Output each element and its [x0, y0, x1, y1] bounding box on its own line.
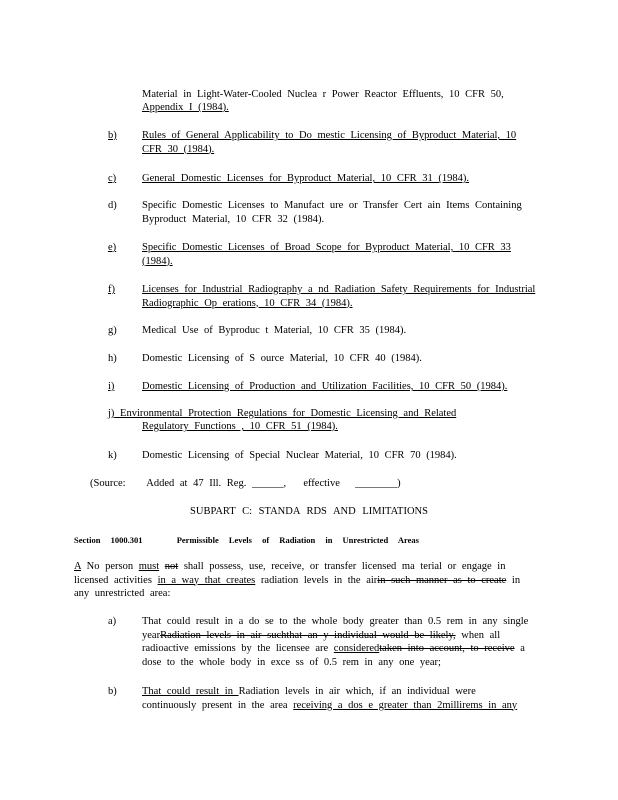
list-item-label: d) [108, 200, 117, 211]
list-item-text: Domestic Licensing of Special Nuclear Material, 10 CFR 70 (1984). [142, 450, 457, 461]
source-blank-2: ________ [355, 478, 398, 489]
intro-strike-manner: in such manner as to create [377, 574, 507, 586]
intro-insert-way: in a way that creates [157, 574, 256, 586]
list-item-text-line-2: Regulatory Functions , 10 CFR 51 (1984). [142, 421, 338, 432]
sub-a-text-1: That could result in a do se to the whole body greater than 0.5 rem in any single year [142, 616, 529, 641]
source-comma: , [283, 478, 287, 489]
sub-a-strike-1: Radiation levels in air suchthat an y individual would be likely, [160, 629, 456, 641]
list-item-label: b) [108, 130, 117, 141]
sub-a-text-3: a dose to the whole body in exce ss of 0.5 rem in any one year; [142, 643, 525, 668]
source-register: Added at 47 Ill. Reg. [146, 478, 247, 489]
list-item-text: Domestic Licensing of S ource Material, 10 CFR 40 (1984). [142, 353, 422, 364]
list-item-text-line-1: Environmental Protection Regulations for Domestic Licensing and Related [120, 408, 457, 419]
intro-text-4: in any unrestricted area: [74, 574, 521, 599]
list-item-label: g) [108, 325, 117, 336]
list-item-text: Specific Domestic Licenses of Broad Scope for Byproduct Material, 10 CFR 33 (1984). [142, 242, 511, 267]
source-close: ) [397, 478, 401, 489]
list-item-label: c) [108, 173, 117, 184]
intro-insert-must: must [138, 561, 160, 572]
list-item-text: Medical Use of Byproduc t Material, 10 CFR 35 (1984). [142, 325, 407, 336]
continuation-line-1: Material in Light-Water-Cooled Nuclea r Power Reactor Effluents, 10 CFR 50, [142, 89, 504, 100]
intro-paragraph [74, 560, 530, 601]
list-item-label: f) [108, 284, 115, 295]
section-title: Permissible Levels of Radiation in Unrestricted Areas [176, 535, 419, 545]
intro-text-3: radiation levels in the air [255, 574, 378, 586]
list-item-text: Domestic Licensing of Production and Utilization Facilities, 10 CFR 50 (1984). [142, 381, 508, 392]
list-item-text: Rules of General Applicability to Do mestic Licensing of Byproduct Material, 10 CFR 30 (1984). [142, 130, 517, 155]
list-item-text: Specific Domestic Licenses to Manufact ure or Transfer Cert ain Items Containing Byproduct Material, 10 CFR 32 (1984). [142, 200, 522, 225]
list-item-label: k) [108, 450, 117, 461]
list-item-text: Licenses for Industrial Radiography a nd Radiation Safety Requirements for Industrial Radiographic Op erations, 10 CFR 34 (1984). [142, 284, 536, 309]
intro-insert-a: A [74, 561, 82, 572]
section-heading [74, 534, 419, 548]
list-item-label: h) [108, 353, 117, 364]
source-blank-1: ______ [251, 478, 284, 489]
source-prefix: (Source: [90, 478, 126, 489]
list-item-label: i) [108, 381, 115, 392]
list-item-text: General Domestic Licenses for Byproduct Material, 10 CFR 31 (1984). [142, 173, 470, 184]
sub-item-label: b) [108, 686, 117, 697]
sub-b-text: Radiation levels in air which, if an individual were continuously present in the area [142, 686, 476, 711]
sub-a-insert-considered: considered [333, 643, 380, 654]
sub-item-label: a) [108, 616, 117, 627]
source-note [90, 477, 401, 491]
sub-a-strike-2: taken into account, to receive [379, 643, 515, 654]
sub-b-insert-1: That could result in [142, 686, 239, 697]
section-number: Section 1000.301 [74, 535, 143, 545]
intro-strike-not: not [164, 561, 179, 572]
subpart-heading: SUBPART C: STANDA RDS AND LIMITATIONS [190, 506, 428, 517]
intro-text-2: shall possess, use, receive, or transfer licensed ma terial or engage in licensed activities [74, 561, 506, 586]
list-item-label: e) [108, 242, 117, 253]
intro-text-1: No person [81, 561, 139, 572]
source-effective: effective [303, 478, 340, 489]
sub-a-text-2: when all radioactive emissions by the licensee are [142, 629, 501, 654]
list-item-label: j) [108, 408, 115, 419]
continuation-line-2: Appendix I (1984). [142, 102, 229, 113]
sub-b-insert-2: receiving a dos e greater than 2millirems in any [293, 699, 518, 711]
